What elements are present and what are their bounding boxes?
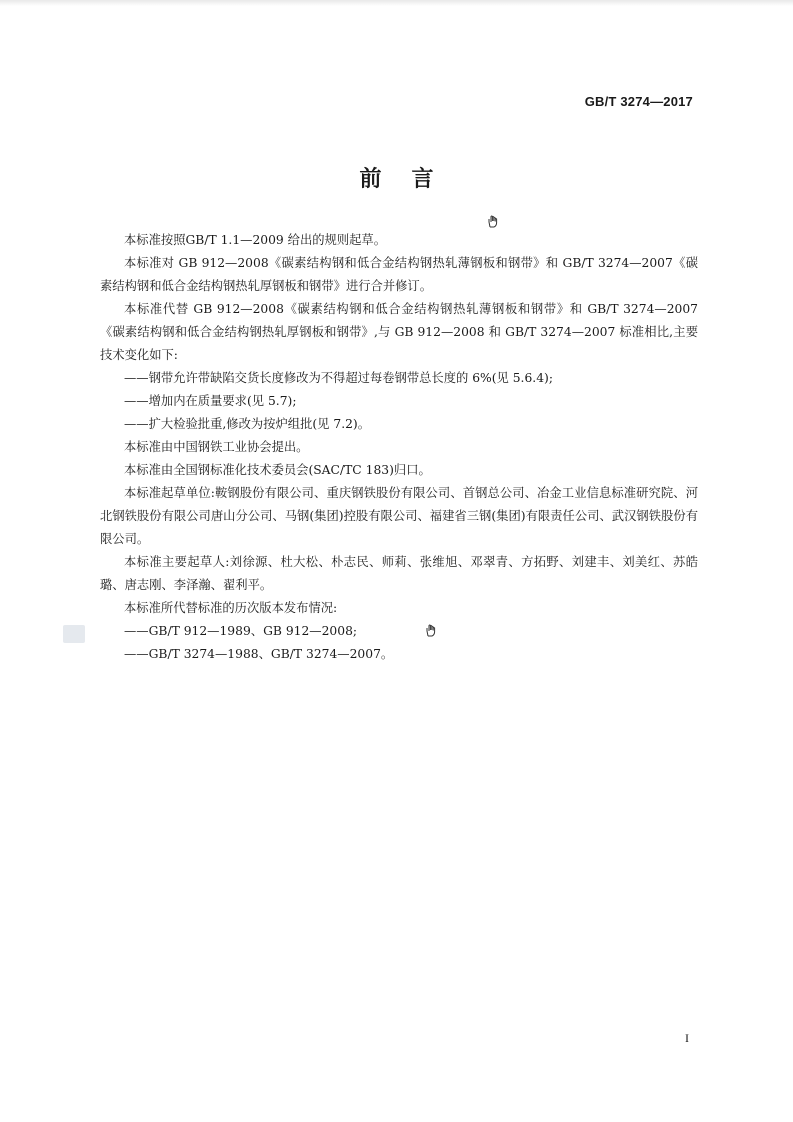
page-number: I [685,1031,689,1045]
paragraph-merge-revision: 本标准对 GB 912—2008《碳素结构钢和低合金结构钢热轧薄钢板和钢带》和 GB/T 3274—2007《碳素结构钢和低合金结构钢热轧厚钢板和钢带》进行合并修订。 [100,256,698,293]
preface-body [100,229,698,666]
paragraph-drafting-rules: 本标准按照GB/T 1.1—2009 给出的规则起草。 [124,233,387,247]
paragraph-drafting-units: 本标准起草单位:鞍钢股份有限公司、重庆钢铁股份有限公司、首钢总公司、冶金工业信息标准研究院、河北钢铁股份有限公司唐山分公司、马钢(集团)控股有限公司、福建省三钢(集团)有限责任公司、武汉钢铁股份有限公司。 [100,486,698,546]
hand-cursor-icon [486,213,500,227]
change-item-defect-length: ——钢带允许带缺陷交货长度修改为不得超过每卷钢带总长度的 6%(见 5.6.4); [124,371,553,385]
history-item-3274: ——GB/T 3274—1988、GB/T 3274—2007。 [124,647,394,661]
paragraph-replacement: 本标准代替 GB 912—2008《碳素结构钢和低合金结构钢热轧薄钢板和钢带》和 GB/T 3274—2007《碳素结构钢和低合金结构钢热轧厚钢板和钢带》,与 GB 912—2008 和 GB/T 3274—2007 标准相比,主要技术变化如下: [100,302,698,362]
scan-top-edge [0,0,793,6]
change-item-batch: ——扩大检验批重,修改为按炉组批(见 7.2)。 [124,417,371,431]
paragraph-history-intro: 本标准所代替标准的历次版本发布情况: [124,601,338,615]
change-item-internal-quality: ——增加内在质量要求(见 5.7); [124,394,297,408]
scan-watermark-mark [63,625,85,643]
page-title: 前言 [359,167,464,192]
paragraph-proposed-by: 本标准由中国钢铁工业协会提出。 [124,440,309,454]
history-item-912: ——GB/T 912—1989、GB 912—2008; [124,624,358,638]
standard-number: GB/T 3274—2017 [584,94,693,109]
paragraph-centralized-by: 本标准由全国钢标准化技术委员会(SAC/TC 183)归口。 [124,463,431,477]
paragraph-drafters: 本标准主要起草人:刘徐源、杜大松、朴志民、师莉、张维旭、邓翠青、方拓野、刘建丰、刘美红、苏皓璐、唐志刚、李泽瀚、翟利平。 [100,555,698,592]
hand-cursor-icon [424,622,438,636]
